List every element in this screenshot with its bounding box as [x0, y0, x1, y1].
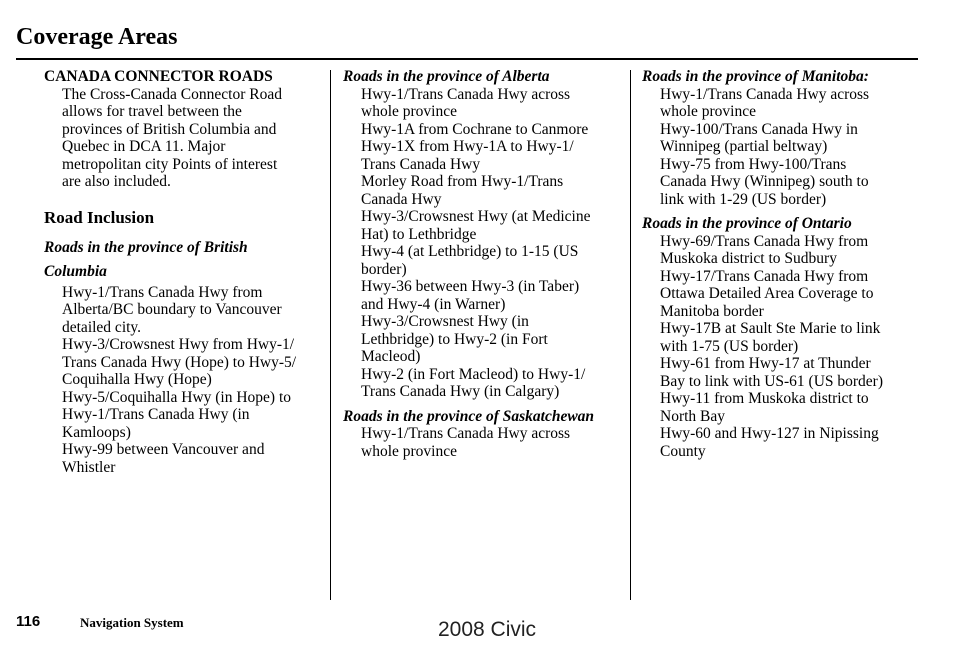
road-entry-line: Trans Canada Hwy (in Calgary) — [361, 383, 560, 400]
road-entry-line: North Bay — [660, 407, 726, 425]
road-entry-line: Hwy-11 from Muskoka district to — [660, 390, 869, 407]
road-entry — [343, 173, 625, 208]
road-entry-line: link with 1-29 (US border) — [660, 190, 827, 208]
road-entry — [642, 390, 924, 425]
road-entry-line: whole province — [361, 442, 457, 460]
road-entry — [642, 156, 924, 209]
road-entry — [642, 320, 924, 355]
road-entry-line: County — [660, 442, 706, 460]
road-entry-line: Winnipeg (partial beltway) — [660, 138, 828, 155]
saskatchewan-heading: Roads in the province of Saskatchewan — [343, 407, 595, 425]
text-line: provinces of British Columbia and — [62, 120, 277, 138]
road-entry — [642, 268, 924, 321]
footer-section-label: Navigation System — [80, 615, 184, 630]
road-entry — [44, 336, 326, 389]
road-entry-line: Alberta/BC boundary to Vancouver — [62, 301, 282, 318]
road-entry — [642, 355, 924, 390]
road-entry-line: with 1-75 (US border) — [660, 337, 799, 355]
page-number: 116 — [16, 613, 41, 630]
section-heading-canada-connector: CANADA CONNECTOR ROADS — [44, 68, 273, 85]
text-line: metropolitan city Points of interest — [62, 155, 278, 173]
road-entry-line: Kamloops) — [62, 423, 131, 441]
road-entry-line: Manitoba border — [660, 302, 764, 320]
road-entry-line: Hwy-3/Crowsnest Hwy (at Medicine — [361, 208, 591, 225]
road-entry — [44, 441, 326, 476]
column-3 — [642, 68, 924, 460]
road-entry-line: Hwy-1/Trans Canada Hwy across — [361, 425, 571, 442]
road-entry-line: whole province — [660, 103, 756, 120]
column-divider — [330, 70, 331, 600]
road-entry-line: Hwy-1/Trans Canada Hwy (in — [62, 406, 250, 423]
road-entry-line: Hwy-1/Trans Canada Hwy from — [62, 283, 263, 301]
road-entry-line: Canada Hwy (Winnipeg) south to — [660, 173, 869, 190]
road-entry-line: Macleod) — [361, 348, 421, 365]
road-entry-line: Morley Road from Hwy-1/Trans — [361, 173, 564, 190]
watermark-text: 2008 Civic — [438, 618, 537, 641]
bc-heading-line: Columbia — [44, 262, 107, 280]
road-entry-line: Lethbridge) to Hwy-2 (in Fort — [361, 330, 548, 348]
road-entry-line: Hwy-3/Crowsnest Hwy (in — [361, 313, 529, 330]
alberta-road-list — [343, 86, 625, 401]
road-entry-line: Hwy-69/Trans Canada Hwy from — [660, 232, 869, 250]
road-entry-line: border) — [361, 260, 407, 278]
road-entry — [642, 121, 924, 156]
text-line: Quebec in DCA 11. Major — [62, 138, 226, 155]
road-entry-line: Hwy-1/Trans Canada Hwy across — [361, 85, 571, 103]
road-entry-line: Bay to link with US-61 (US border) — [660, 372, 884, 390]
road-entry-line: Hwy-5/Coquihalla Hwy (in Hope) to — [62, 388, 292, 406]
road-entry-line: Hwy-60 and Hwy-127 in Nipissing — [660, 425, 879, 442]
column-divider — [630, 70, 631, 600]
column-1 — [44, 68, 326, 476]
road-entry-line: Whistler — [62, 458, 116, 476]
road-entry-line: Hat) to Lethbridge — [361, 225, 477, 243]
bc-road-list — [44, 284, 326, 477]
road-entry — [343, 366, 625, 401]
road-entry — [343, 425, 625, 460]
road-entry — [44, 284, 326, 337]
road-entry-line: Hwy-17B at Sault Ste Marie to link — [660, 320, 881, 337]
road-entry-line: Hwy-61 from Hwy-17 at Thunder — [660, 355, 871, 372]
road-entry — [343, 121, 625, 139]
road-entry-line: Hwy-4 (at Lethbridge) to 1-15 (US — [361, 243, 579, 260]
road-entry-line: Muskoka district to Sudbury — [660, 250, 837, 267]
road-entry-line: Canada Hwy — [361, 190, 442, 208]
road-entry — [343, 138, 625, 173]
road-entry-line: Coquihalla Hwy (Hope) — [62, 371, 212, 388]
title-rule — [16, 58, 918, 60]
saskatchewan-road-list — [343, 425, 625, 460]
road-entry-line: Ottawa Detailed Area Coverage to — [660, 285, 874, 302]
road-entry — [44, 389, 326, 442]
road-entry — [343, 313, 625, 366]
road-entry-line: Hwy-36 between Hwy-3 (in Taber) — [361, 278, 580, 295]
road-entry-line: Hwy-1X from Hwy-1A to Hwy-1/ — [361, 138, 574, 155]
alberta-heading: Roads in the province of Alberta — [343, 68, 550, 85]
ontario-heading: Roads in the province of Ontario — [642, 215, 852, 232]
bc-heading — [44, 236, 326, 284]
road-entry-line: Trans Canada Hwy (Hope) to Hwy-5/ — [62, 353, 297, 371]
road-entry-line: Hwy-2 (in Fort Macleod) to Hwy-1/ — [361, 365, 586, 383]
road-inclusion-heading: Road Inclusion — [44, 207, 155, 227]
road-entry-line: detailed city. — [62, 318, 142, 336]
text-line: are also included. — [62, 173, 171, 190]
column-2 — [343, 68, 625, 460]
road-entry — [642, 425, 924, 460]
road-entry — [343, 86, 625, 121]
text-line: allows for travel between the — [62, 103, 242, 120]
text-line: The Cross-Canada Connector Road — [62, 85, 282, 103]
road-entry — [642, 86, 924, 121]
road-entry-line: Hwy-1A from Cochrane to Canmore — [361, 120, 589, 138]
intro-paragraph — [62, 86, 326, 191]
road-entry-line: Hwy-75 from Hwy-100/Trans — [660, 155, 847, 173]
road-entry-line: Hwy-1/Trans Canada Hwy across — [660, 85, 870, 103]
road-entry-line: Hwy-99 between Vancouver and — [62, 441, 265, 458]
road-entry-line: Hwy-17/Trans Canada Hwy from — [660, 267, 869, 285]
road-entry — [343, 278, 625, 313]
road-entry-line: Hwy-3/Crowsnest Hwy from Hwy-1/ — [62, 336, 295, 353]
manitoba-road-list — [642, 86, 924, 209]
road-entry — [343, 243, 625, 278]
road-entry-line: whole province — [361, 103, 457, 120]
bc-heading-line: Roads in the province of British — [44, 238, 248, 256]
page-title: Coverage Areas — [16, 24, 178, 50]
road-entry-line: and Hwy-4 (in Warner) — [361, 295, 506, 313]
road-entry-line: Trans Canada Hwy — [361, 155, 481, 173]
manitoba-heading: Roads in the province of Manitoba: — [642, 68, 869, 85]
road-entry — [642, 233, 924, 268]
road-entry — [343, 208, 625, 243]
ontario-road-list — [642, 233, 924, 461]
road-entry-line: Hwy-100/Trans Canada Hwy in — [660, 120, 858, 138]
